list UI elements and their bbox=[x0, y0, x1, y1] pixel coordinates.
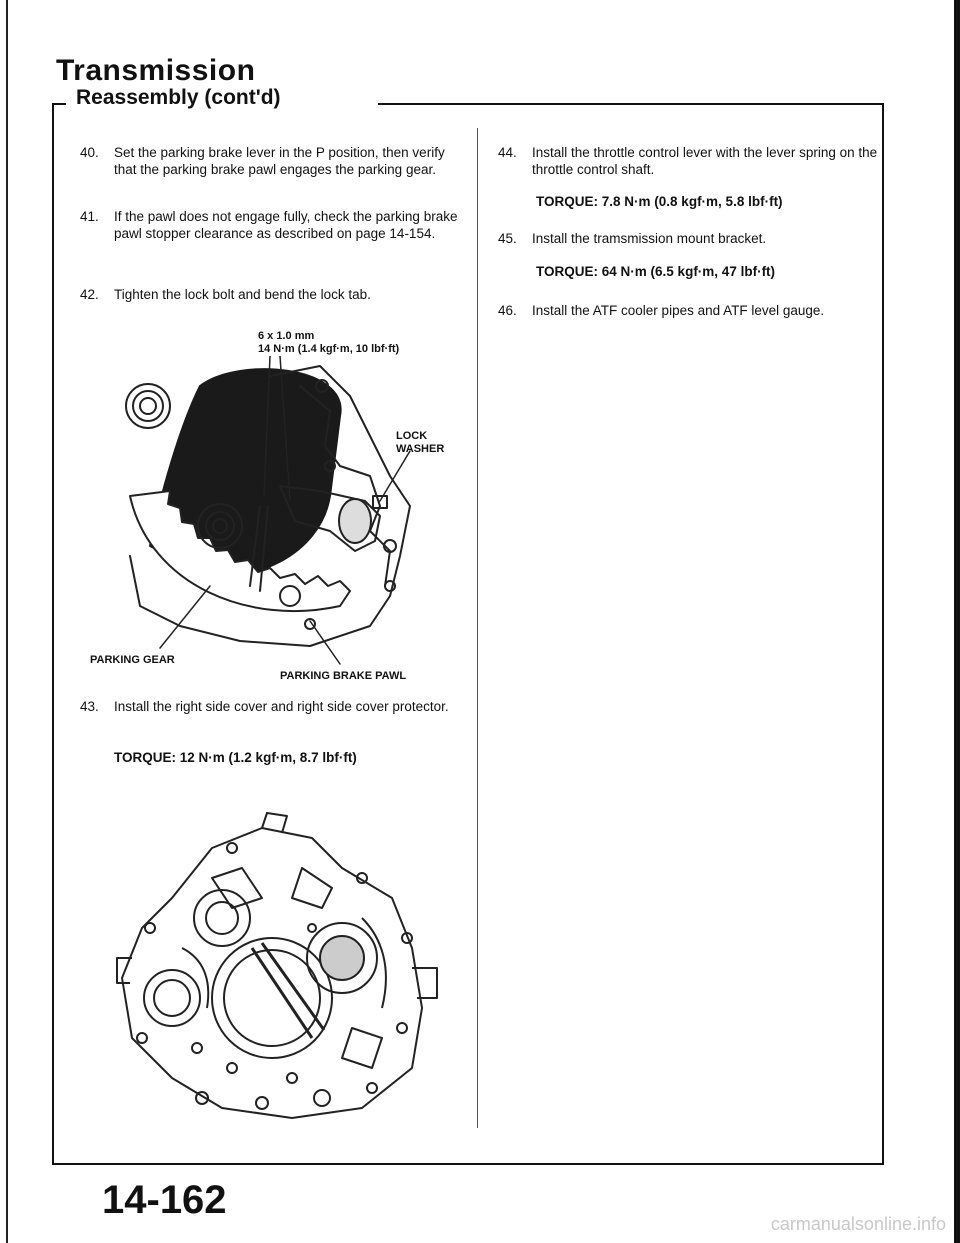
section-rule-bottom bbox=[52, 1163, 884, 1165]
transmission-case-diagram bbox=[112, 808, 452, 1130]
step-text: Install the ATF cooler pipes and ATF level gauge. bbox=[532, 303, 825, 318]
step-number: 42. bbox=[80, 287, 99, 302]
lock-washer-label: LOCK WASHER bbox=[396, 430, 445, 455]
step-number: 45. bbox=[498, 231, 517, 246]
step-text: Install the tramsmission mount bracket. bbox=[532, 231, 767, 246]
torque-label: TORQUE: bbox=[536, 194, 599, 209]
parking-brake-pawl-label: PARKING BRAKE PAWL bbox=[280, 670, 407, 682]
bolt-size-label: 6 x 1.0 mm bbox=[258, 330, 315, 342]
column-divider bbox=[477, 128, 478, 1128]
step-46 bbox=[498, 302, 878, 319]
binding-edge bbox=[6, 0, 8, 1243]
step-text: Tighten the lock bolt and bend the lock tab. bbox=[114, 287, 371, 302]
parking-gear-label: PARKING GEAR bbox=[90, 654, 175, 666]
torque-value: 7.8 N·m (0.8 kgf·m, 5.8 lbf·ft) bbox=[601, 194, 783, 209]
parking-gear-diagram bbox=[90, 356, 470, 666]
step-number: 46. bbox=[498, 303, 517, 318]
step-number: 41. bbox=[80, 209, 99, 224]
watermark: carmanualsonline.info bbox=[770, 1214, 946, 1234]
bolt-torque-label: 14 N·m (1.4 kgf·m, 10 lbf·ft) bbox=[258, 343, 400, 355]
step-number: 44. bbox=[498, 145, 517, 160]
step-44 bbox=[498, 144, 878, 178]
torque-label: TORQUE: bbox=[114, 750, 177, 765]
step-text: Install the right side cover and right side cover protector. bbox=[114, 699, 449, 714]
torque-spec-44 bbox=[536, 194, 783, 209]
torque-spec-43 bbox=[114, 750, 357, 765]
page-number: 14-162 bbox=[102, 1178, 227, 1222]
step-40 bbox=[80, 144, 460, 178]
torque-label: TORQUE: bbox=[536, 264, 599, 279]
section-rule-left bbox=[52, 103, 54, 1165]
page-title: Transmission bbox=[56, 54, 256, 87]
section-subtitle: Reassembly (cont'd) bbox=[76, 86, 281, 109]
step-text: Install the throttle control lever with the lever spring on the throttle control shaft. bbox=[532, 145, 878, 177]
section-rule-top bbox=[378, 103, 884, 105]
step-number: 43. bbox=[80, 699, 99, 714]
step-number: 40. bbox=[80, 145, 99, 160]
step-43 bbox=[80, 698, 460, 715]
page-edge bbox=[954, 0, 960, 1243]
step-text: If the pawl does not engage fully, check the parking brake pawl stopper clearance as described on page 14-154. bbox=[114, 209, 458, 241]
step-41 bbox=[80, 208, 460, 242]
step-42 bbox=[80, 286, 460, 303]
step-text: Set the parking brake lever in the P position, then verify that the parking brake pawl engages the parking gear. bbox=[114, 145, 445, 177]
section-rule bbox=[52, 103, 66, 105]
section-rule-right bbox=[882, 103, 884, 1165]
torque-value: 64 N·m (6.5 kgf·m, 47 lbf·ft) bbox=[601, 264, 776, 279]
step-45 bbox=[498, 230, 878, 247]
torque-spec-45 bbox=[536, 264, 775, 279]
torque-value: 12 N·m (1.2 kgf·m, 8.7 lbf·ft) bbox=[179, 750, 357, 765]
